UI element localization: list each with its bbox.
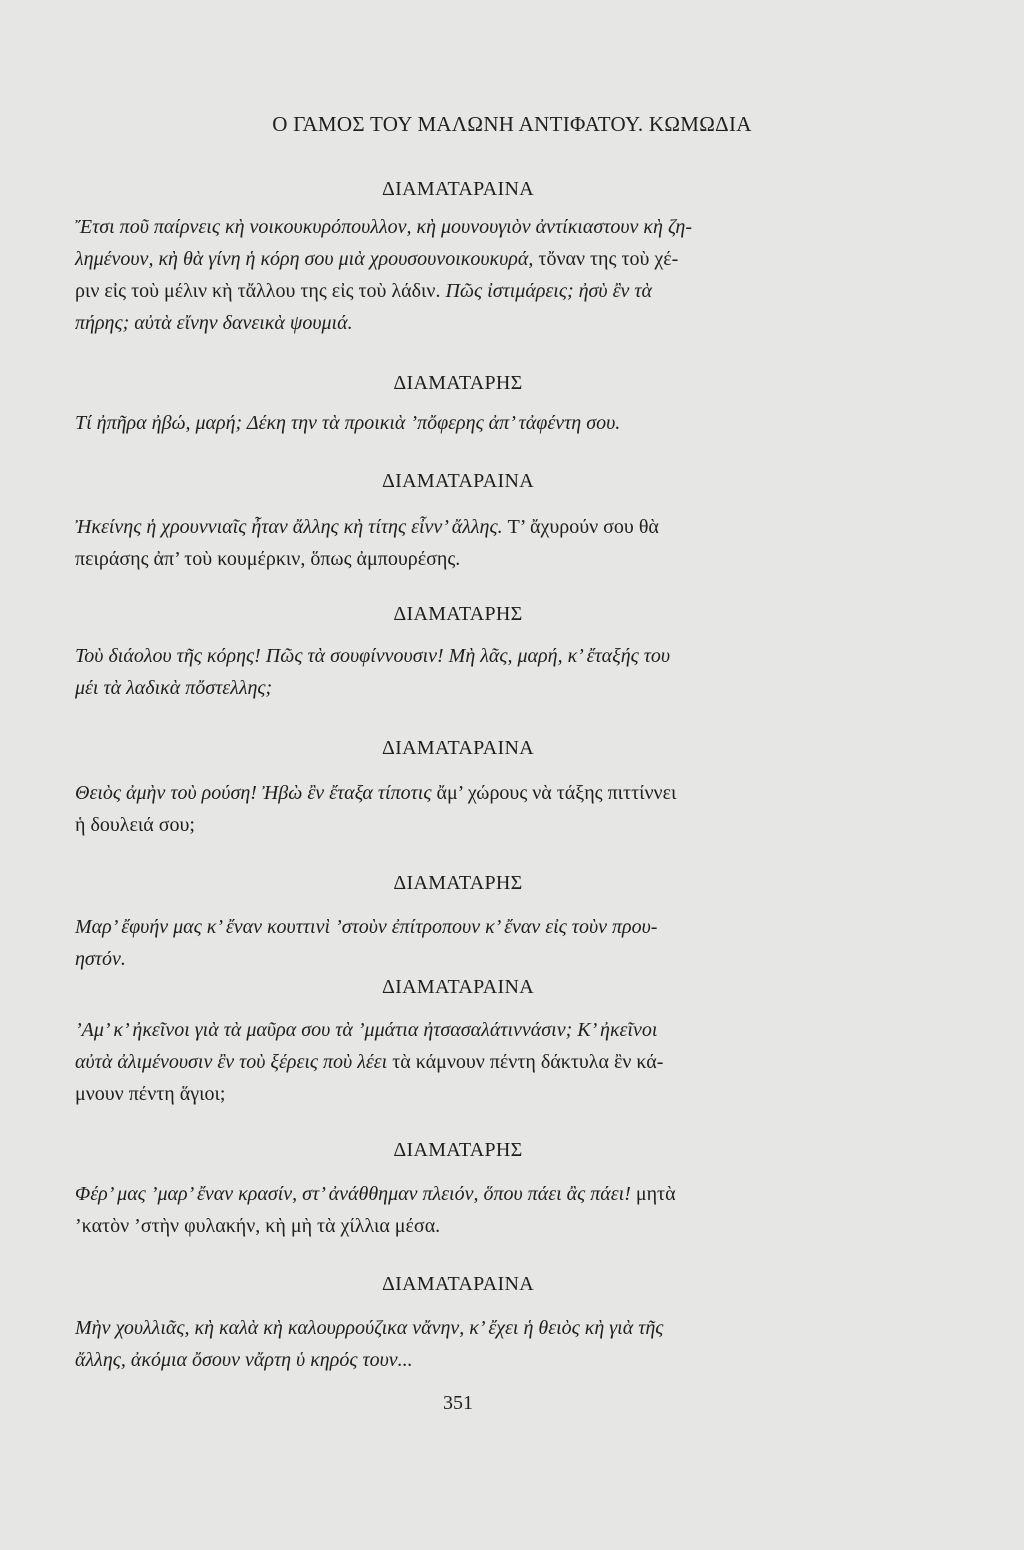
text-line: [75, 1078, 847, 1110]
speaker-label: ΔΙΑΜΑΤΑΡΑΙΝΑ: [382, 470, 534, 492]
text-run: Μαρ’ ἔφυήν μας κ’ ἔναν κουττινὶ ’στοὺν ἐπίτροπουν κ’ ἔναν εἰς τοὺν πρου-: [75, 916, 658, 938]
text-run: Φέρ’ μας ’μαρ’ ἔναν κρασίν, στ’ ἀνάθθημαν πλειόν, ὅπου πάει ἂς πάει!: [75, 1183, 636, 1205]
dialogue-paragraph: [75, 911, 847, 975]
text-run: Τοὺ διάολου τῆς κόρης! Πῶς τὰ σουφίννουσιν! Μὴ λᾶς, μαρή, κ’ ἔταξής του: [75, 645, 671, 667]
text-line: [75, 1046, 847, 1078]
text-run: Μὴν χουλλιᾶς, κὴ καλὰ κὴ καλουρρούζικα νἄνην, κ’ ἔχει ἡ θειὸς κὴ γιὰ τῆς: [75, 1317, 664, 1339]
dialogue-paragraph: [75, 640, 847, 704]
running-head: Ο ΓΑΜΟΣ ΤΟΥ ΜΑΛΩΝΗ ΑΝΤΙΦΑΤΟΥ. ΚΩΜΩΔΙΑ: [272, 112, 752, 136]
text-run: ἡ δουλειά σου;: [75, 814, 195, 836]
speaker-label: ΔΙΑΜΑΤΑΡΑΙΝΑ: [382, 976, 534, 998]
text-line: [75, 543, 847, 575]
text-line: [75, 1210, 847, 1242]
dialogue-paragraph: [75, 1178, 847, 1242]
text-run: μέι τὰ λαδικὰ πὄστελλης;: [75, 677, 273, 699]
text-line: [75, 640, 847, 672]
text-line: [75, 672, 847, 704]
text-run: μητὰ: [635, 1183, 676, 1205]
text-line: [75, 1014, 847, 1046]
speaker-label: ΔΙΑΜΑΤΑΡΑΙΝΑ: [382, 737, 534, 759]
text-line: [75, 1344, 847, 1376]
text-line: [75, 307, 847, 339]
text-run: τὰ κάμνουν πέντη δάκτυλα ἒν κά-: [392, 1051, 664, 1073]
speaker-label: ΔΙΑΜΑΤΑΡΗΣ: [393, 603, 523, 625]
text-line: [75, 243, 847, 275]
page-number: 351: [443, 1392, 473, 1414]
dialogue-paragraph: [75, 211, 847, 339]
text-line: [75, 511, 847, 543]
text-run: Πῶς ἰστιμάρεις; ἠσὺ ἒν τὰ: [445, 280, 653, 302]
text-line: [75, 275, 847, 307]
text-line: [75, 911, 847, 943]
text-run: πειράσης ἀπ’ τοὺ κουμέρκιν, ὅπως ἀμπουρέσης.: [75, 548, 461, 570]
text-run: Θειὸς ἀμὴν τοὺ ρούση! Ἠβὼ ἒν ἔταξα τίποτις: [75, 782, 437, 804]
dialogue-paragraph: [75, 511, 847, 575]
text-run: Τ’ ἄχυρούν σου θὰ: [507, 516, 659, 538]
speaker-label: ΔΙΑΜΑΤΑΡΗΣ: [393, 872, 523, 894]
text-run: Ἔτσι ποῦ παίρνεις κὴ νοικουκυρόπουλλον, κὴ μουνουγιὸν ἀντίκιαστουν κὴ ζη-: [75, 216, 692, 238]
text-line: [75, 943, 847, 975]
dialogue-paragraph: [75, 1312, 847, 1376]
text-run: Τί ἠπῆρα ἠβώ, μαρή; Δέκη την τὰ προικιὰ ’πὄφερης ἀπ’ τἀφέντη σου.: [75, 412, 621, 434]
text-run: ἄμ’ χώρους νὰ τάξης πιττίννει: [436, 782, 677, 804]
text-line: [75, 777, 847, 809]
speaker-label: ΔΙΑΜΑΤΑΡΑΙΝΑ: [382, 178, 534, 200]
text-run: ριν εἰς τοὺ μέλιν κὴ τἄλλου της εἰς τοὺ λάδιν.: [75, 280, 446, 302]
text-line: [75, 211, 847, 243]
text-line: [75, 1312, 847, 1344]
text-run: ηστόν.: [75, 948, 126, 970]
text-run: Ἠκείνης ἡ χρουννιαῖς ἦταν ἄλλης κὴ τίτης εἶνν’ ἄλλης.: [75, 516, 508, 538]
dialogue-paragraph: [75, 777, 847, 841]
text-run: μνουν πέντη ἅγιοι;: [75, 1083, 226, 1105]
text-line: [75, 407, 847, 439]
text-run: ’Αμ’ κ’ ἠκεῖνοι γιὰ τὰ μαῦρα σου τὰ ’μμάτια ἠτσασαλάτιννάσιν; Κ’ ἠκεῖνοι: [75, 1019, 658, 1041]
dialogue-paragraph: [75, 1014, 847, 1110]
speaker-label: ΔΙΑΜΑΤΑΡΗΣ: [393, 372, 523, 394]
text-run: αὐτὰ ἀλιμένουσιν ἒν τοὺ ξέρεις ποὺ λέει: [75, 1051, 393, 1073]
text-line: [75, 1178, 847, 1210]
text-line: [75, 809, 847, 841]
text-run: λημένουν, κὴ θὰ γίνη ἡ κόρη σου μιὰ χρουσουνοικουκυρά,: [75, 248, 539, 270]
text-run: πήρης; αὐτὰ εἴνην δανεικὰ ψουμιά.: [75, 312, 353, 334]
text-run: ’κατὸν ’στὴν φυλακήν, κὴ μὴ τὰ χίλλια μέσα.: [75, 1215, 441, 1237]
text-run: τὄναν της τοὺ χέ-: [538, 248, 679, 270]
dialogue-paragraph: [75, 407, 847, 439]
speaker-label: ΔΙΑΜΑΤΑΡΑΙΝΑ: [382, 1273, 534, 1295]
speaker-label: ΔΙΑΜΑΤΑΡΗΣ: [393, 1139, 523, 1161]
text-run: ἄλλης, ἀκόμια ὄσουν νἄρτη ὑ κηρός τουν...: [75, 1349, 413, 1371]
